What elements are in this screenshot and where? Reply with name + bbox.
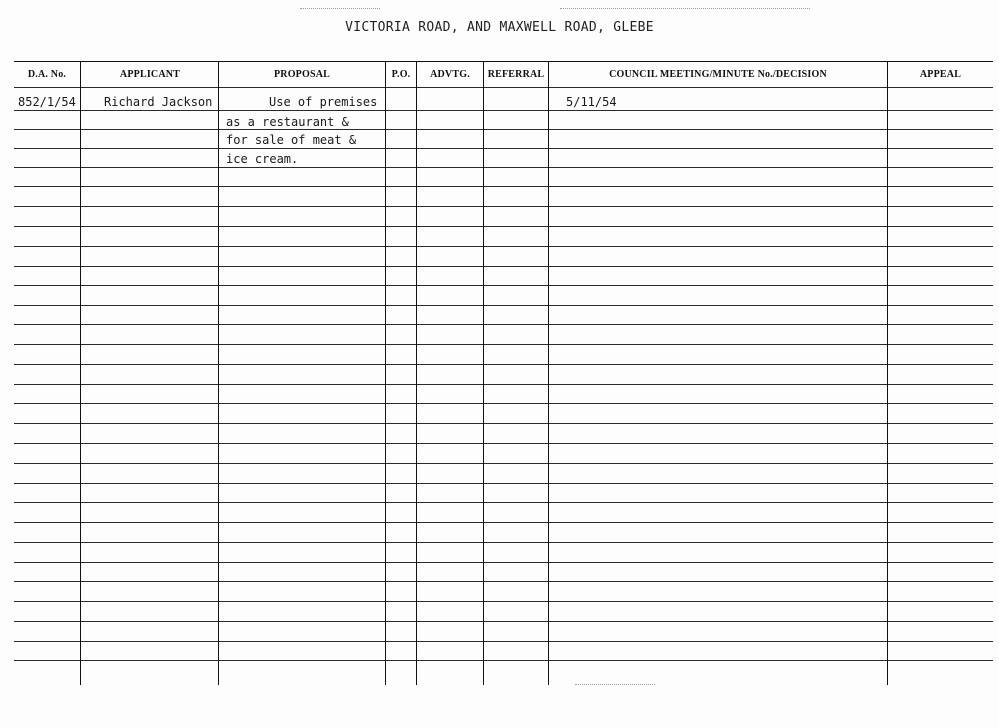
row-rule — [14, 324, 993, 325]
row-rule — [14, 246, 993, 247]
header-appeal: APPEAL — [919, 68, 962, 80]
header-applicant: APPLICANT — [119, 68, 181, 80]
entry-proposal-line-4: ice cream. — [226, 152, 299, 166]
row-rule — [14, 562, 993, 563]
column-divider — [385, 61, 386, 685]
row-rule — [14, 483, 993, 484]
column-divider — [416, 61, 417, 685]
row-rule — [14, 403, 993, 404]
header-referral: REFERRAL — [487, 68, 545, 80]
row-rule — [14, 186, 993, 187]
row-rule — [14, 167, 993, 168]
entry-proposal-line-2: as a restaurant & — [226, 115, 349, 129]
header-da-no: D.A. No. — [27, 68, 67, 80]
row-rule — [14, 384, 993, 385]
row-rule — [14, 542, 993, 543]
row-rule — [14, 423, 993, 424]
row-rule — [14, 148, 993, 149]
row-rule — [14, 129, 993, 130]
header-bottom-rule — [14, 87, 993, 88]
header-po: P.O. — [391, 68, 411, 80]
row-rule — [14, 266, 993, 267]
entry-council-decision: 5/11/54 — [566, 95, 617, 109]
row-rule — [14, 110, 993, 111]
row-rule — [14, 581, 993, 582]
column-divider — [548, 61, 549, 685]
column-divider — [483, 61, 484, 685]
row-rule — [14, 522, 993, 523]
row-rule — [14, 601, 993, 602]
row-rule — [14, 344, 993, 345]
header-advtg: ADVTG. — [430, 68, 470, 80]
column-divider — [218, 61, 219, 685]
row-rule — [14, 206, 993, 207]
document-title: VICTORIA ROAD, AND MAXWELL ROAD, GLEBE — [345, 20, 654, 35]
row-rule — [14, 463, 993, 464]
header-council: COUNCIL MEETING/MINUTE No./DECISION — [609, 68, 827, 80]
row-rule — [14, 364, 993, 365]
header-proposal: PROPOSAL — [273, 68, 331, 80]
scan-mark — [560, 8, 810, 9]
row-rule — [14, 502, 993, 503]
entry-applicant: Richard Jackson — [104, 95, 213, 109]
row-rule — [14, 305, 993, 306]
row-rule — [14, 621, 993, 622]
entry-proposal-line-3: for sale of meat & — [226, 133, 357, 147]
column-divider — [887, 61, 888, 685]
scan-mark — [575, 684, 655, 685]
row-rule — [14, 443, 993, 444]
column-divider — [80, 61, 81, 685]
scan-mark — [300, 8, 380, 9]
row-rule — [14, 660, 993, 661]
entry-proposal-line-1: Use of premises — [269, 95, 378, 109]
entry-da-number: 852/1/54 — [18, 95, 76, 109]
row-rule — [14, 641, 993, 642]
header-top-rule — [14, 61, 993, 62]
row-rule — [14, 285, 993, 286]
row-rule — [14, 226, 993, 227]
